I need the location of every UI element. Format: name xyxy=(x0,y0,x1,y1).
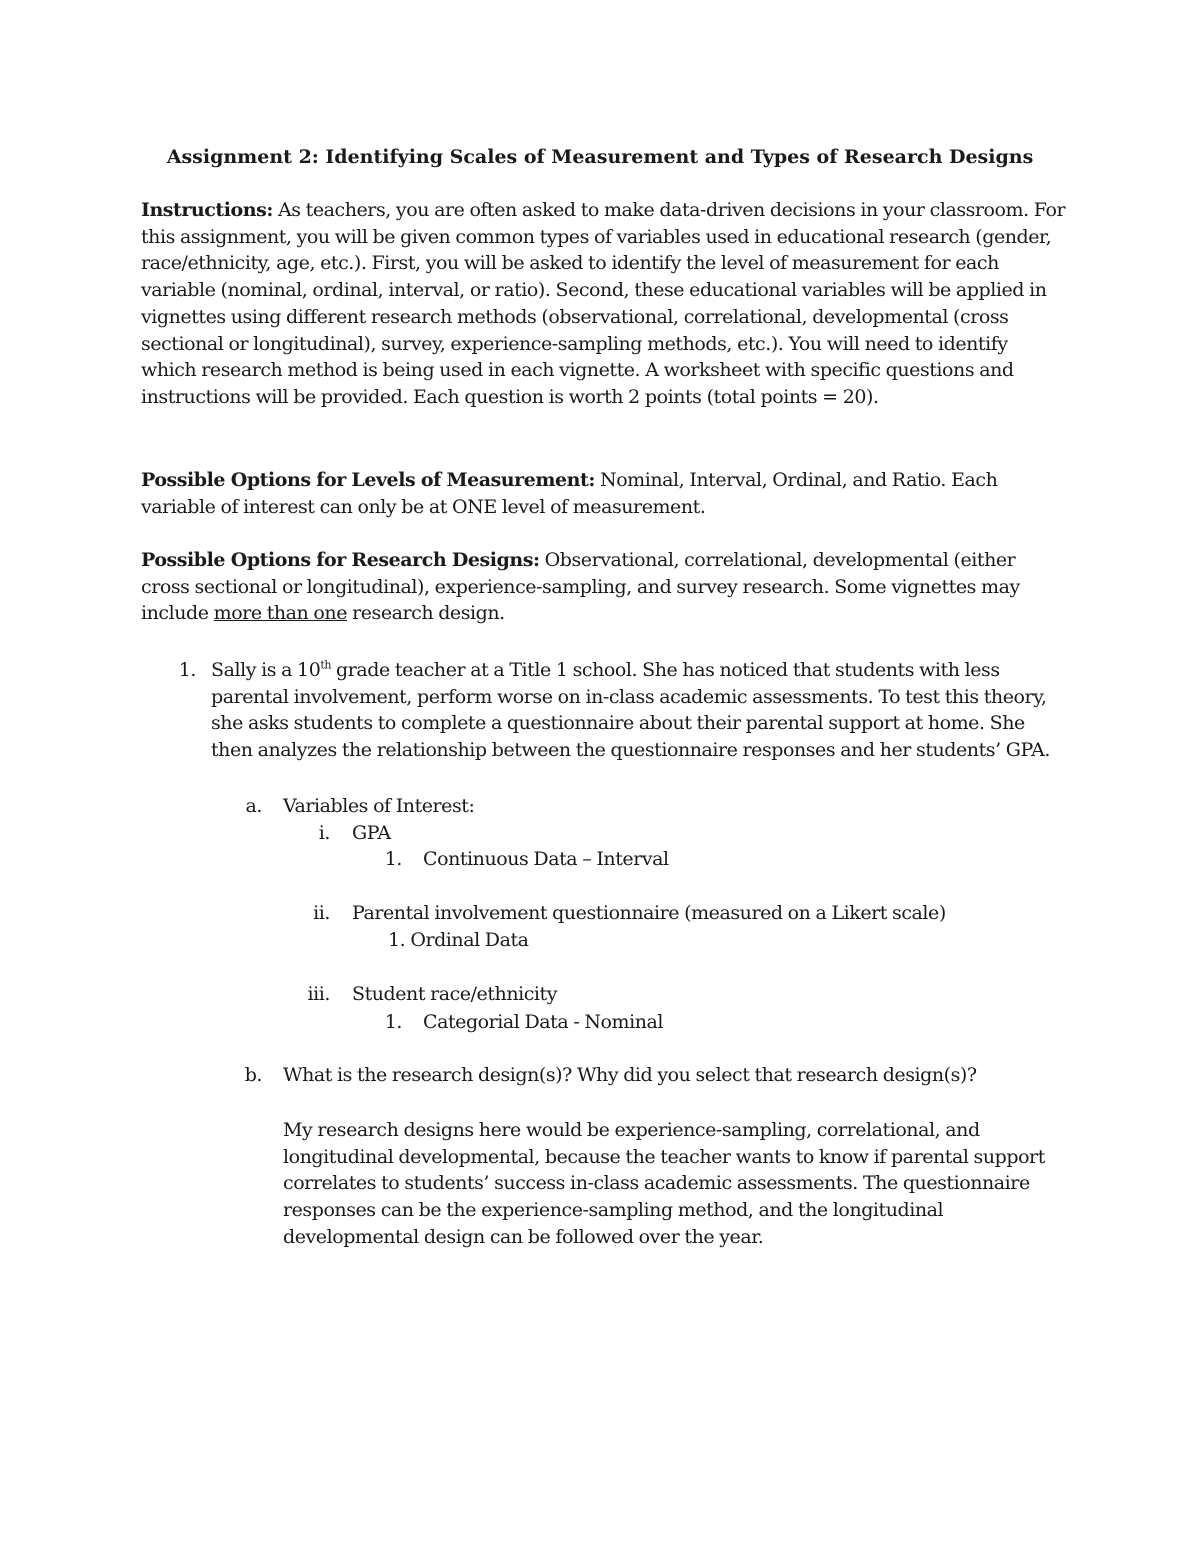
variable-1-name: GPA xyxy=(352,822,391,844)
variable-2-marker: ii. xyxy=(313,902,330,924)
question-1-number: 1. xyxy=(178,659,196,681)
instructions-text: As teachers, you are often asked to make data-driven decisions in your classroom. For this assignment, you will be given common types of variables used in educational research (gender, race/ethnicity, age, etc.). First, you will be asked to identify the level of measurement for each variable (nominal, ordinal, interval, or ratio). Second, these educational variables will be applied in vignettes using different research methods (observational, correlational, developmental (cross sectional or longitudinal), survey, experience-sampling methods, etc.). You will need to identify which research method is being used in each vignette. A worksheet with specific questions and instructions will be provided. Each question is worth 2 points (total points = 20). xyxy=(141,199,1066,408)
levels-label: Possible Options for Levels of Measurement: xyxy=(141,469,595,491)
levels-paragraph xyxy=(141,467,1066,520)
designs-text-before: Observational, correlational, developmental (either cross sectional or longitudinal), experience-sampling, and survey research. Some vignettes may include xyxy=(141,549,1020,625)
variable-3-answer: Categorial Data - Nominal xyxy=(423,1011,664,1033)
variable-3-name: Student race/ethnicity xyxy=(352,983,558,1005)
variable-3-answer-marker: 1. xyxy=(384,1011,402,1033)
page-title: Assignment 2: Identifying Scales of Measurement and Types of Research Designs xyxy=(166,146,1034,168)
part-a-marker: a. xyxy=(245,795,262,817)
variable-1-answer: Continuous Data – Interval xyxy=(423,848,669,870)
designs-paragraph xyxy=(141,547,1066,627)
designs-underlined-text: more than one xyxy=(213,602,347,625)
designs-label: Possible Options for Research Designs: xyxy=(141,549,540,571)
variable-3-marker: iii. xyxy=(307,983,330,1005)
part-b-answer: My research designs here would be experience-sampling, correlational, and longitudinal developmental, because the teacher wants to know if parental support correlates to students’ success in-class academic assessments. The questionnaire responses can be the experience-sampling method, and the longitudinal developmental design can be followed over the year. xyxy=(283,1119,1045,1248)
part-a-label: Variables of Interest: xyxy=(283,795,475,817)
question-1-superscript: th xyxy=(320,658,331,672)
question-1-text-end: grade teacher at a Title 1 school. She has noticed that students with less parental involvement, perform worse on in-class academic assessments. To test this theory, she asks students to complete a questionnaire about their parental support at home. She then analyzes the relationship between the questionnaire responses and her students’ GPA. xyxy=(211,659,1050,762)
question-1-text-start: Sally is a 10 xyxy=(211,659,321,681)
designs-text-after: research design. xyxy=(352,602,505,625)
question-1-text xyxy=(211,657,1071,764)
part-b-question: What is the research design(s)? Why did you select that research design(s)? xyxy=(283,1064,977,1086)
part-b-marker: b. xyxy=(244,1064,262,1086)
variable-1-answer-marker: 1. xyxy=(384,848,402,870)
levels-text: Nominal, Interval, Ordinal, and Ratio. Each variable of interest can only be at ONE level of measurement. xyxy=(141,469,998,518)
instructions-label: Instructions: xyxy=(141,199,273,221)
instructions-paragraph xyxy=(141,197,1066,411)
variable-2-name: Parental involvement questionnaire (measured on a Likert scale) xyxy=(352,902,946,924)
variable-2-answer: 1. Ordinal Data xyxy=(388,929,529,951)
variable-1-marker: i. xyxy=(318,822,330,844)
